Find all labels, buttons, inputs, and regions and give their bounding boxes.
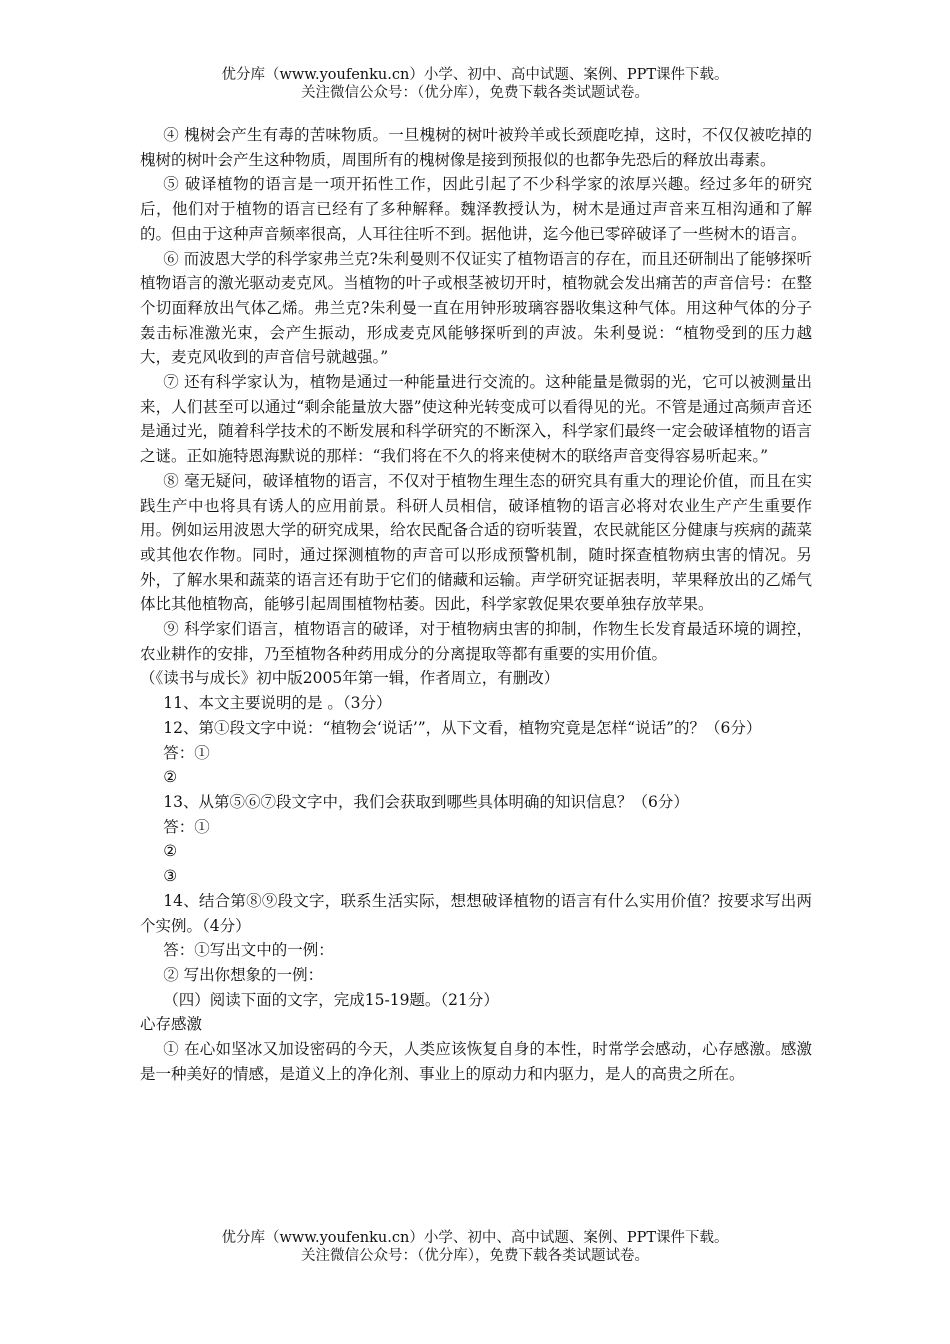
document-body: [140, 123, 812, 1086]
paragraph-8: ⑧ 毫无疑问，破译植物的语言，不仅对于植物生理生态的研究具有重大的理论价值，而且在实践生产中也将具有诱人的应用前景。科研人员相信，破译植物的语言必将对农业生产产生重要作用。例如运用波恩大学的研究成果，给农民配备合适的窃听装置，农民就能区分健康与疾病的蔬菜或其他农作物。同时，通过探测植物的声音可以形成预警机制，随时探查植物病虫害的情况。另外，了解水果和蔬菜的语言还有助于它们的储藏和运输。声学研究证据表明，苹果释放出的乙烯气体比其他植物高，能够引起周围植物枯萎。因此，科学家敦促果农要单独存放苹果。: [140, 471, 812, 614]
question-12-answer-2: ②: [163, 768, 178, 787]
question-14: 14、结合第⑧⑨段文字，联系生活实际，想想破译植物的语言有什么实用价值？按要求写出两个实例。（4分）: [140, 891, 812, 935]
header-line-2: 关注微信公众号：（优分库），免费下载各类试题试卷。: [301, 85, 649, 101]
footer-line-1: 优分库（www.youfenku.cn）小学、初中、高中试题、案例、PPT课件下载。: [221, 1230, 729, 1246]
footer-line-2: 关注微信公众号：（优分库），免费下载各类试题试卷。: [301, 1248, 649, 1264]
header-line-1: 优分库（www.youfenku.cn）小学、初中、高中试题、案例、PPT课件下载。: [221, 67, 729, 83]
question-12: 12、第①段文字中说：“植物会‘说话’”，从下文看，植物究竟是怎样“说话”的？（6分）: [163, 718, 762, 737]
section-4-heading: （四）阅读下面的文字，完成15-19题。（21分）: [163, 990, 499, 1009]
article-paragraph-1: ① 在心如坚冰又加设密码的今天，人类应该恢复自身的本性，时常学会感动，心存感激。感激是一种美好的情感，是道义上的净化剂、事业上的原动力和内驱力，是人的高贵之所在。: [140, 1040, 812, 1083]
question-13: 13、从第⑤⑥⑦段文字中，我们会获取到哪些具体明确的知识信息？（6分）: [163, 792, 689, 811]
paragraph-7: ⑦ 还有科学家认为，植物是通过一种能量进行交流的。这种能量是微弱的光，它可以被测量出来，人们甚至可以通过“剩余能量放大器”使这种光转变成可以看得见的光。不管是通过高频声音还是通过光，随着科学技术的不断发展和科学研究的不断深入，科学家们最终一定会破译植物的语言之谜。正如施特恩海默说的那样：“我们将在不久的将来使树木的联络声音变得容易听起来。”: [140, 373, 812, 466]
page-footer: [0, 1229, 950, 1265]
article-title: 心存感激: [140, 1015, 203, 1034]
question-14-answer-1: 答：①写出文中的一例：: [163, 941, 334, 960]
paragraph-9: ⑨ 科学家们语言，植物语言的破译，对于植物病虫害的抑制，作物生长发育最适环境的调控，农业耕作的安排，乃至植物各种药用成分的分离提取等都有重要的实用价值。: [140, 620, 812, 663]
question-14-answer-2: ② 写出你想象的一例：: [163, 965, 324, 984]
paragraph-5: ⑤ 破译植物的语言是一项开拓性工作，因此引起了不少科学家的浓厚兴趣。经过多年的研究后，他们对于植物的语言已经有了多种解释。魏泽教授认为，树木是通过声音来互相沟通和了解的。但由于这种声音频率很高，人耳往往听不到。据他讲，迄今他已零碎破译了一些树木的语言。: [140, 175, 812, 243]
question-12-answer-1: 答：①: [163, 743, 210, 762]
question-13-answer-1: 答：①: [163, 817, 210, 836]
question-13-answer-3: ③: [163, 867, 178, 886]
page-header: [0, 66, 950, 102]
source-citation: （《读书与成长》初中版2005年第一辑，作者周立，有删改）: [140, 669, 560, 688]
question-13-answer-2: ②: [163, 842, 178, 861]
paragraph-6: ⑥ 而波恩大学的科学家弗兰克?朱利曼则不仅证实了植物语言的存在，而且还研制出了能够探听植物语言的激光驱动麦克风。当植物的叶子或根茎被切开时，植物就会发出痛苦的声音信号：在整个切面释放出气体乙烯。弗兰克?朱利曼一直在用钟形玻璃容器收集这种气体。用这种气体的分子轰击标准激光束，会产生振动，形成麦克风能够探听到的声波。朱利曼说：“植物受到的压力越大，麦克风收到的声音信号就越强。”: [140, 249, 812, 367]
paragraph-4: ④ 槐树会产生有毒的苦味物质。一旦槐树的树叶被羚羊或长颈鹿吃掉，这时，不仅仅被吃掉的槐树的树叶会产生这种物质，周围所有的槐树像是接到预报似的也都争先恐后的释放出毒素。: [140, 126, 812, 169]
question-11: 11、本文主要说明的是 。（3分）: [163, 694, 392, 713]
